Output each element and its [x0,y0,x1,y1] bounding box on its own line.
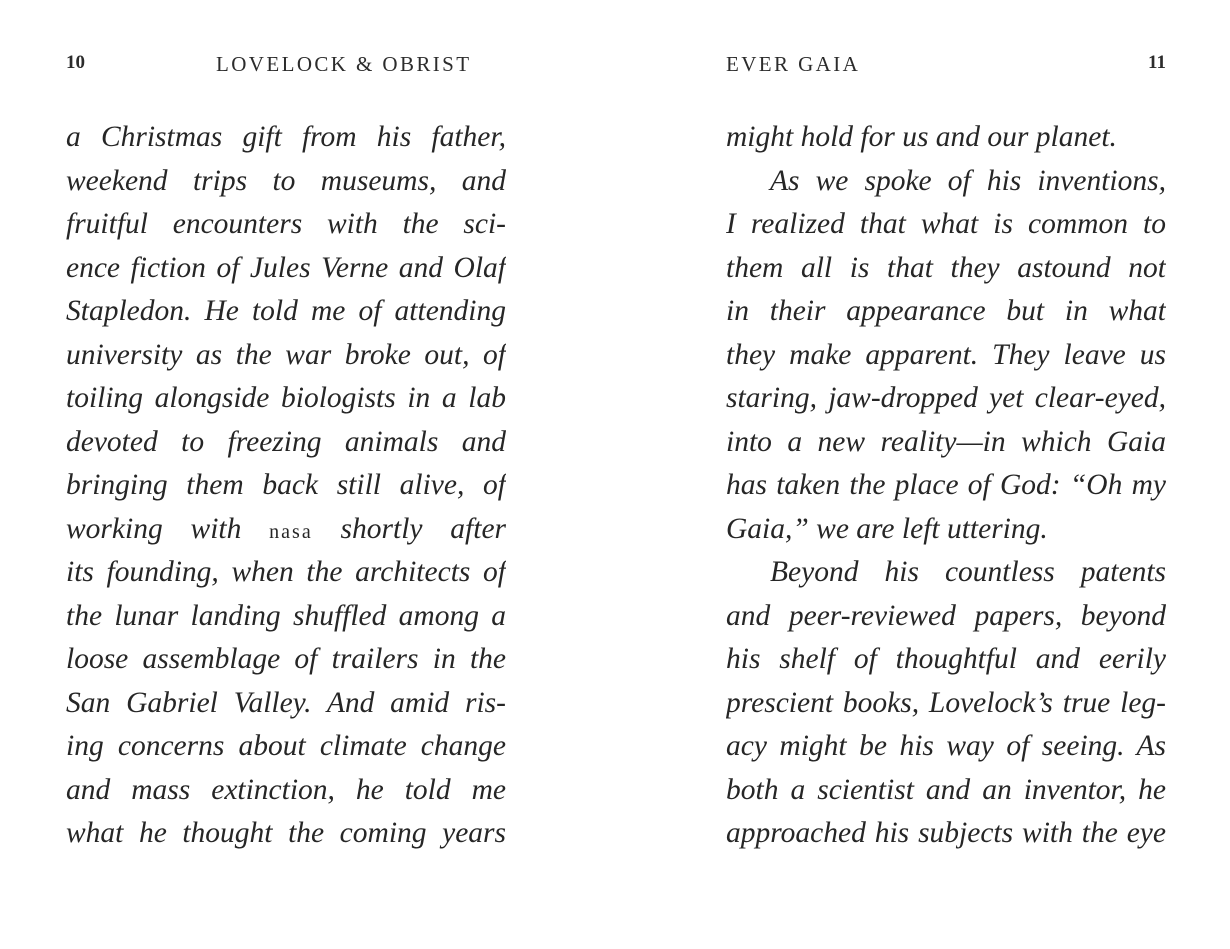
paragraph-first-line: Beyond his countless patents [770,556,1166,588]
text-line: they make apparent. They leave us [726,338,1166,371]
left-running-head [66,52,506,78]
text-line: Gaia,” we are left uttering. [726,512,1048,545]
text-line: his shelf of thoughtful and eerily [726,643,1166,675]
text-line: what he thought the coming years [66,817,506,849]
text-line: a Christmas gift from his father, [66,121,506,153]
text-line: and mass extinction, he told me [66,773,506,806]
text-line: weekend trips to museums, and [66,164,506,197]
text-line: San Gabriel Valley. And amid ris- [66,686,506,719]
text-line: I realized that what is common to [726,208,1166,240]
text-segment: working with [66,512,242,545]
text-line: Stapledon. He told me of attending [66,295,506,327]
text-line: the lunar landing shuffled among a [66,599,506,632]
text-line: acy might be his way of seeing. As [726,730,1166,762]
small-caps-acronym: nasa [269,520,313,543]
text-line: has taken the place of God: “Oh my [726,469,1166,501]
left-page [66,0,506,949]
running-head-title: EVER GAIA [726,52,861,76]
text-line: and peer-reviewed papers, beyond [726,599,1166,632]
text-line: staring, jaw-dropped yet clear-eyed, [726,382,1166,414]
text-segment: shortly after [340,512,506,545]
paragraph-first-line: As we spoke of his inventions, [770,164,1166,197]
text-line: university as the war broke out, of [66,338,506,371]
page-number: 10 [66,52,85,73]
text-line: in their appearance but in what [726,295,1166,327]
right-body-text [726,116,1166,856]
right-page [726,0,1166,949]
text-line: fruitful encounters with the sci- [66,208,506,240]
text-line: ence fiction of Jules Verne and Olaf [66,251,506,284]
text-line: into a new reality—in which Gaia [726,425,1166,458]
text-line: devoted to freezing animals and [66,425,506,458]
text-line-with-acronym [66,508,506,552]
running-head-title: LOVELOCK & OBRIST [216,52,472,76]
left-body-text [66,116,506,856]
text-line: loose assemblage of trailers in the [66,643,506,675]
text-line: them all is that they astound not [726,251,1166,284]
page-number: 11 [1148,52,1166,73]
text-line: its founding, when the architects of [66,556,506,588]
right-running-head [726,52,1166,78]
text-line: prescient books, Lovelock’s true leg- [726,686,1166,719]
text-line: bringing them back still alive, of [66,469,506,501]
text-line: ing concerns about climate change [66,730,506,762]
text-line: toiling alongside biologists in a lab [66,382,506,414]
text-line: approached his subjects with the eye [726,817,1166,849]
text-line: both a scientist and an inventor, he [726,773,1166,806]
text-line: might hold for us and our planet. [726,121,1117,153]
